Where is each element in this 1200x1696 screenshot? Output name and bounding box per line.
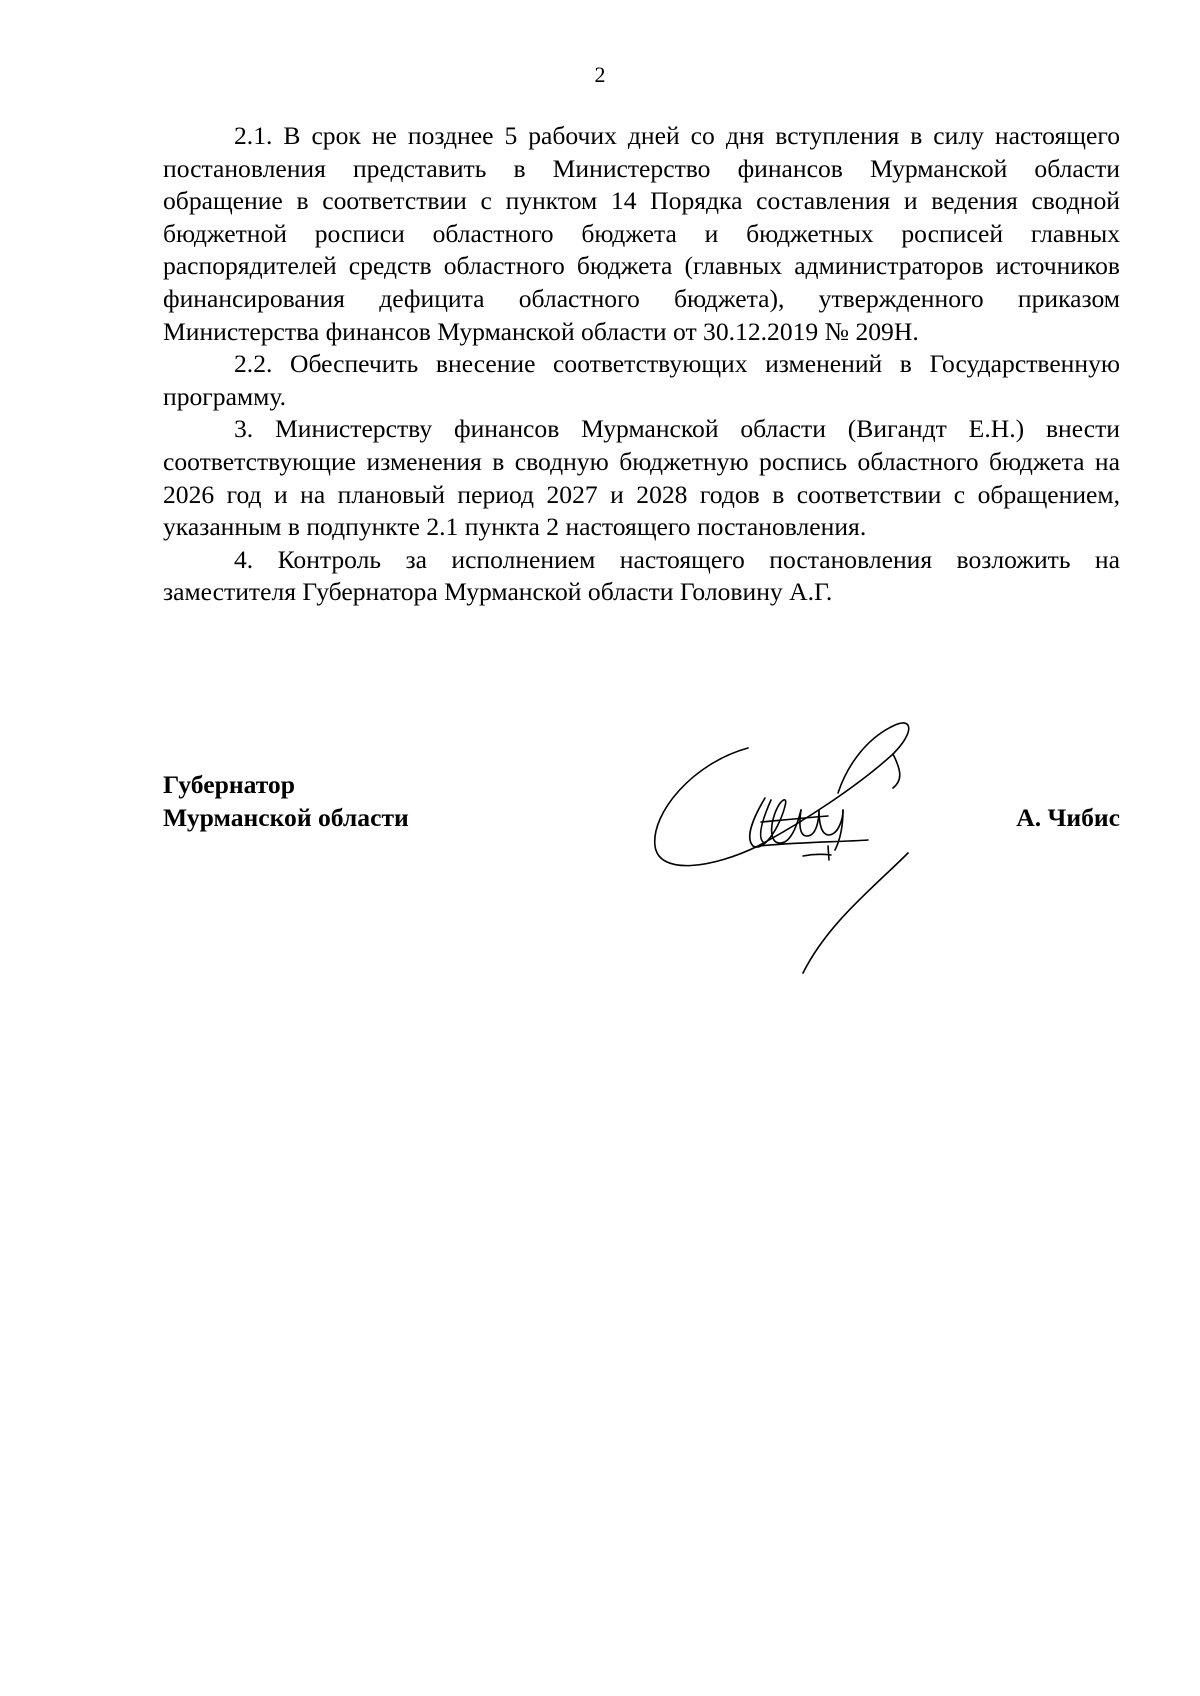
signer-position xyxy=(163,768,409,834)
signer-position-line-2: Мурманской области xyxy=(163,803,409,832)
paragraph-2-2: 2.2. Обеспечить внесение соответствующих изменений в Государственную программу. xyxy=(163,349,1120,411)
signer-name: А. Чибис xyxy=(1016,803,1120,832)
handwritten-signature xyxy=(653,718,953,983)
paragraph-4: 4. Контроль за исполнением настоящего постановления возложить на заместителя Губернатора Мурманской области Головину А.Г. xyxy=(163,544,1120,607)
document-body xyxy=(163,120,1120,609)
signature-block xyxy=(163,768,1120,998)
page-number: 2 xyxy=(594,62,606,87)
paragraph-3: 3. Министерству финансов Мурманской области (Вигандт Е.Н.) внести соответствующие изменения в сводную бюджетную роспись областного бюджета на 2026 год и на плановый период 2027 и 2028 годов в соответствии с обращением, указанным в подпункте 2.1 пункта 2 настоящего постановления. xyxy=(163,414,1120,542)
paragraph-2-1: 2.1. В срок не позднее 5 рабочих дней со дня вступления в силу настоящего постановления представить в Министерство финансов Мурманской области обращение в соответствии с пунктом 14 Порядка составления и ведения сводной бюджетной росписи областного бюджета и бюджетных росписей главных распорядителей средств областного бюджета (главных администраторов источников финансирования дефицита областного бюджета), утвержденного приказом Министерства финансов Мурманской области от 30.12.2019 № 209Н. xyxy=(163,121,1120,346)
signer-position-line-1: Губернатор xyxy=(163,770,295,799)
